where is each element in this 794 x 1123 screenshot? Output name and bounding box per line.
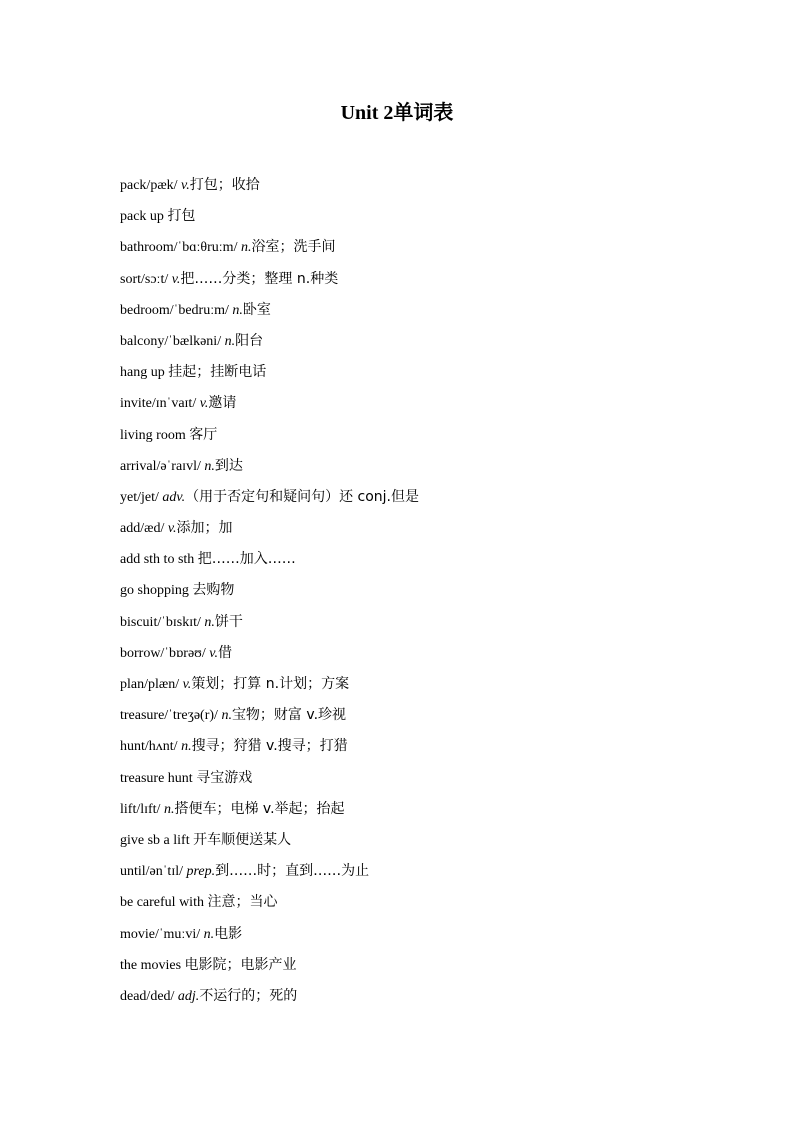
entry-word: give sb a lift bbox=[120, 832, 194, 848]
entry-word: plan/plæn/ bbox=[120, 677, 183, 692]
vocabulary-entry bbox=[120, 858, 419, 889]
entry-part-of-speech: n. bbox=[240, 240, 252, 256]
vocabulary-entry bbox=[120, 453, 419, 484]
entry-part-of-speech: adv. bbox=[162, 489, 186, 505]
entry-meaning: 阳台 bbox=[235, 332, 264, 349]
entry-meaning: 到达 bbox=[214, 457, 243, 474]
vocabulary-entry bbox=[120, 921, 419, 952]
vocabulary-entry bbox=[120, 359, 419, 390]
vocabulary-entry bbox=[120, 702, 419, 733]
entry-word: invite/ɪnˈvaɪt/ bbox=[120, 396, 200, 412]
entry-word: bedroom/ˈbedruːm/ bbox=[120, 302, 233, 318]
entry-meaning: 去购物 bbox=[192, 582, 235, 599]
entry-part-of-speech: v. bbox=[182, 677, 192, 692]
vocabulary-entry bbox=[120, 609, 419, 640]
entry-part-of-speech: n. bbox=[181, 739, 192, 755]
entry-part-of-speech: v. bbox=[167, 521, 177, 537]
entry-part-of-speech: n. bbox=[163, 801, 175, 817]
entry-meaning: 把……分类；整理 n.种类 bbox=[180, 270, 339, 287]
vocabulary-entry bbox=[120, 515, 419, 546]
entry-meaning: （用于否定句和疑问句）还 conj.但是 bbox=[185, 488, 420, 505]
entry-meaning: 策划；打算 n.计划；方案 bbox=[191, 676, 350, 692]
vocabulary-entry bbox=[120, 671, 419, 702]
entry-word: bathroom/ˈbɑːθruːm/ bbox=[120, 240, 241, 256]
vocabulary-entry bbox=[120, 390, 419, 421]
entry-word: hang up bbox=[120, 365, 169, 381]
vocabulary-entry bbox=[120, 203, 419, 234]
vocabulary-entry bbox=[120, 234, 419, 265]
entry-part-of-speech: v. bbox=[181, 178, 190, 193]
vocabulary-list bbox=[120, 172, 419, 1014]
entry-word: the movies bbox=[120, 957, 185, 973]
vocabulary-entry bbox=[120, 577, 419, 608]
entry-meaning: 开车顺便送某人 bbox=[193, 831, 292, 848]
entry-word: dead/ded/ bbox=[120, 988, 178, 1004]
entry-word: treasure hunt bbox=[120, 770, 197, 786]
entry-word: go shopping bbox=[120, 583, 193, 599]
entry-part-of-speech: n. bbox=[221, 708, 232, 724]
entry-word: until/ənˈtɪl/ bbox=[120, 864, 187, 880]
entry-part-of-speech: v. bbox=[171, 271, 181, 287]
entry-part-of-speech: adj. bbox=[177, 988, 200, 1004]
vocabulary-entry bbox=[120, 889, 419, 920]
entry-meaning: 借 bbox=[217, 644, 232, 661]
entry-meaning: 搜寻；狩猎 v.搜寻；打猎 bbox=[191, 738, 348, 755]
vocabulary-entry bbox=[120, 546, 419, 577]
entry-meaning: 不运行的；死的 bbox=[199, 987, 298, 1004]
entry-word: lift/lɪft/ bbox=[120, 801, 164, 817]
entry-word: pack/pæk/ bbox=[120, 178, 182, 193]
entry-meaning: 注意；当心 bbox=[207, 894, 278, 911]
vocabulary-entry bbox=[120, 796, 419, 827]
entry-word: pack up bbox=[120, 209, 168, 225]
vocabulary-entry bbox=[120, 422, 419, 453]
entry-part-of-speech: n. bbox=[224, 333, 236, 349]
entry-part-of-speech: n. bbox=[204, 614, 215, 630]
entry-meaning: 宝物；财富 v.珍视 bbox=[231, 707, 347, 724]
entry-meaning: 挂起；挂断电话 bbox=[168, 364, 267, 381]
entry-meaning: 电影 bbox=[214, 925, 243, 942]
entry-meaning: 搭便车；电梯 v.举起；抬起 bbox=[174, 800, 345, 817]
vocabulary-entry bbox=[120, 640, 419, 671]
vocabulary-entry bbox=[120, 266, 419, 297]
entry-meaning: 添加；加 bbox=[176, 520, 233, 537]
entry-meaning: 浴室；洗手间 bbox=[251, 239, 336, 256]
entry-word: biscuit/ˈbɪskɪt/ bbox=[120, 614, 205, 630]
entry-part-of-speech: prep. bbox=[186, 864, 216, 880]
vocabulary-entry bbox=[120, 952, 419, 983]
entry-part-of-speech: v. bbox=[209, 645, 218, 661]
entry-meaning: 把……加入…… bbox=[197, 551, 296, 568]
entry-word: hunt/hʌnt/ bbox=[120, 739, 182, 755]
entry-meaning: 电影院；电影产业 bbox=[184, 956, 297, 973]
entry-meaning: 打包 bbox=[167, 208, 196, 225]
entry-word: add/æd/ bbox=[120, 521, 168, 537]
entry-part-of-speech: n. bbox=[203, 926, 215, 942]
entry-meaning: 寻宝游戏 bbox=[196, 769, 253, 786]
entry-word: be careful with bbox=[120, 895, 208, 911]
entry-meaning: 卧室 bbox=[242, 301, 271, 318]
vocabulary-entry bbox=[120, 827, 419, 858]
vocabulary-entry bbox=[120, 328, 419, 359]
entry-word: balcony/ˈbælkəni/ bbox=[120, 333, 225, 349]
entry-word: movie/ˈmuːvi/ bbox=[120, 926, 204, 942]
vocabulary-entry bbox=[120, 172, 419, 203]
vocabulary-entry bbox=[120, 297, 419, 328]
entry-word: borrow/ˈbɒrəʊ/ bbox=[120, 645, 210, 661]
entry-word: yet/jet/ bbox=[120, 489, 163, 505]
entry-word: living room bbox=[120, 427, 190, 443]
entry-meaning: 到……时；直到……为止 bbox=[215, 863, 370, 880]
vocabulary-entry bbox=[120, 484, 419, 515]
entry-meaning: 邀请 bbox=[208, 395, 237, 412]
vocabulary-entry bbox=[120, 733, 419, 764]
entry-word: treasure/ˈtreʒə(r)/ bbox=[120, 708, 222, 724]
page-title: Unit 2单词表 bbox=[340, 102, 454, 124]
entry-part-of-speech: n. bbox=[232, 302, 243, 318]
entry-meaning: 饼干 bbox=[214, 613, 243, 630]
vocabulary-entry bbox=[120, 765, 419, 796]
vocabulary-entry bbox=[120, 983, 419, 1014]
entry-word: add sth to sth bbox=[120, 552, 198, 568]
entry-part-of-speech: n. bbox=[204, 458, 215, 474]
entry-word: arrival/əˈraɪvl/ bbox=[120, 458, 205, 474]
entry-part-of-speech: v. bbox=[199, 396, 209, 412]
entry-meaning: 打包；收拾 bbox=[189, 177, 260, 193]
entry-meaning: 客厅 bbox=[189, 426, 218, 443]
entry-word: sort/sɔːt/ bbox=[120, 271, 172, 287]
